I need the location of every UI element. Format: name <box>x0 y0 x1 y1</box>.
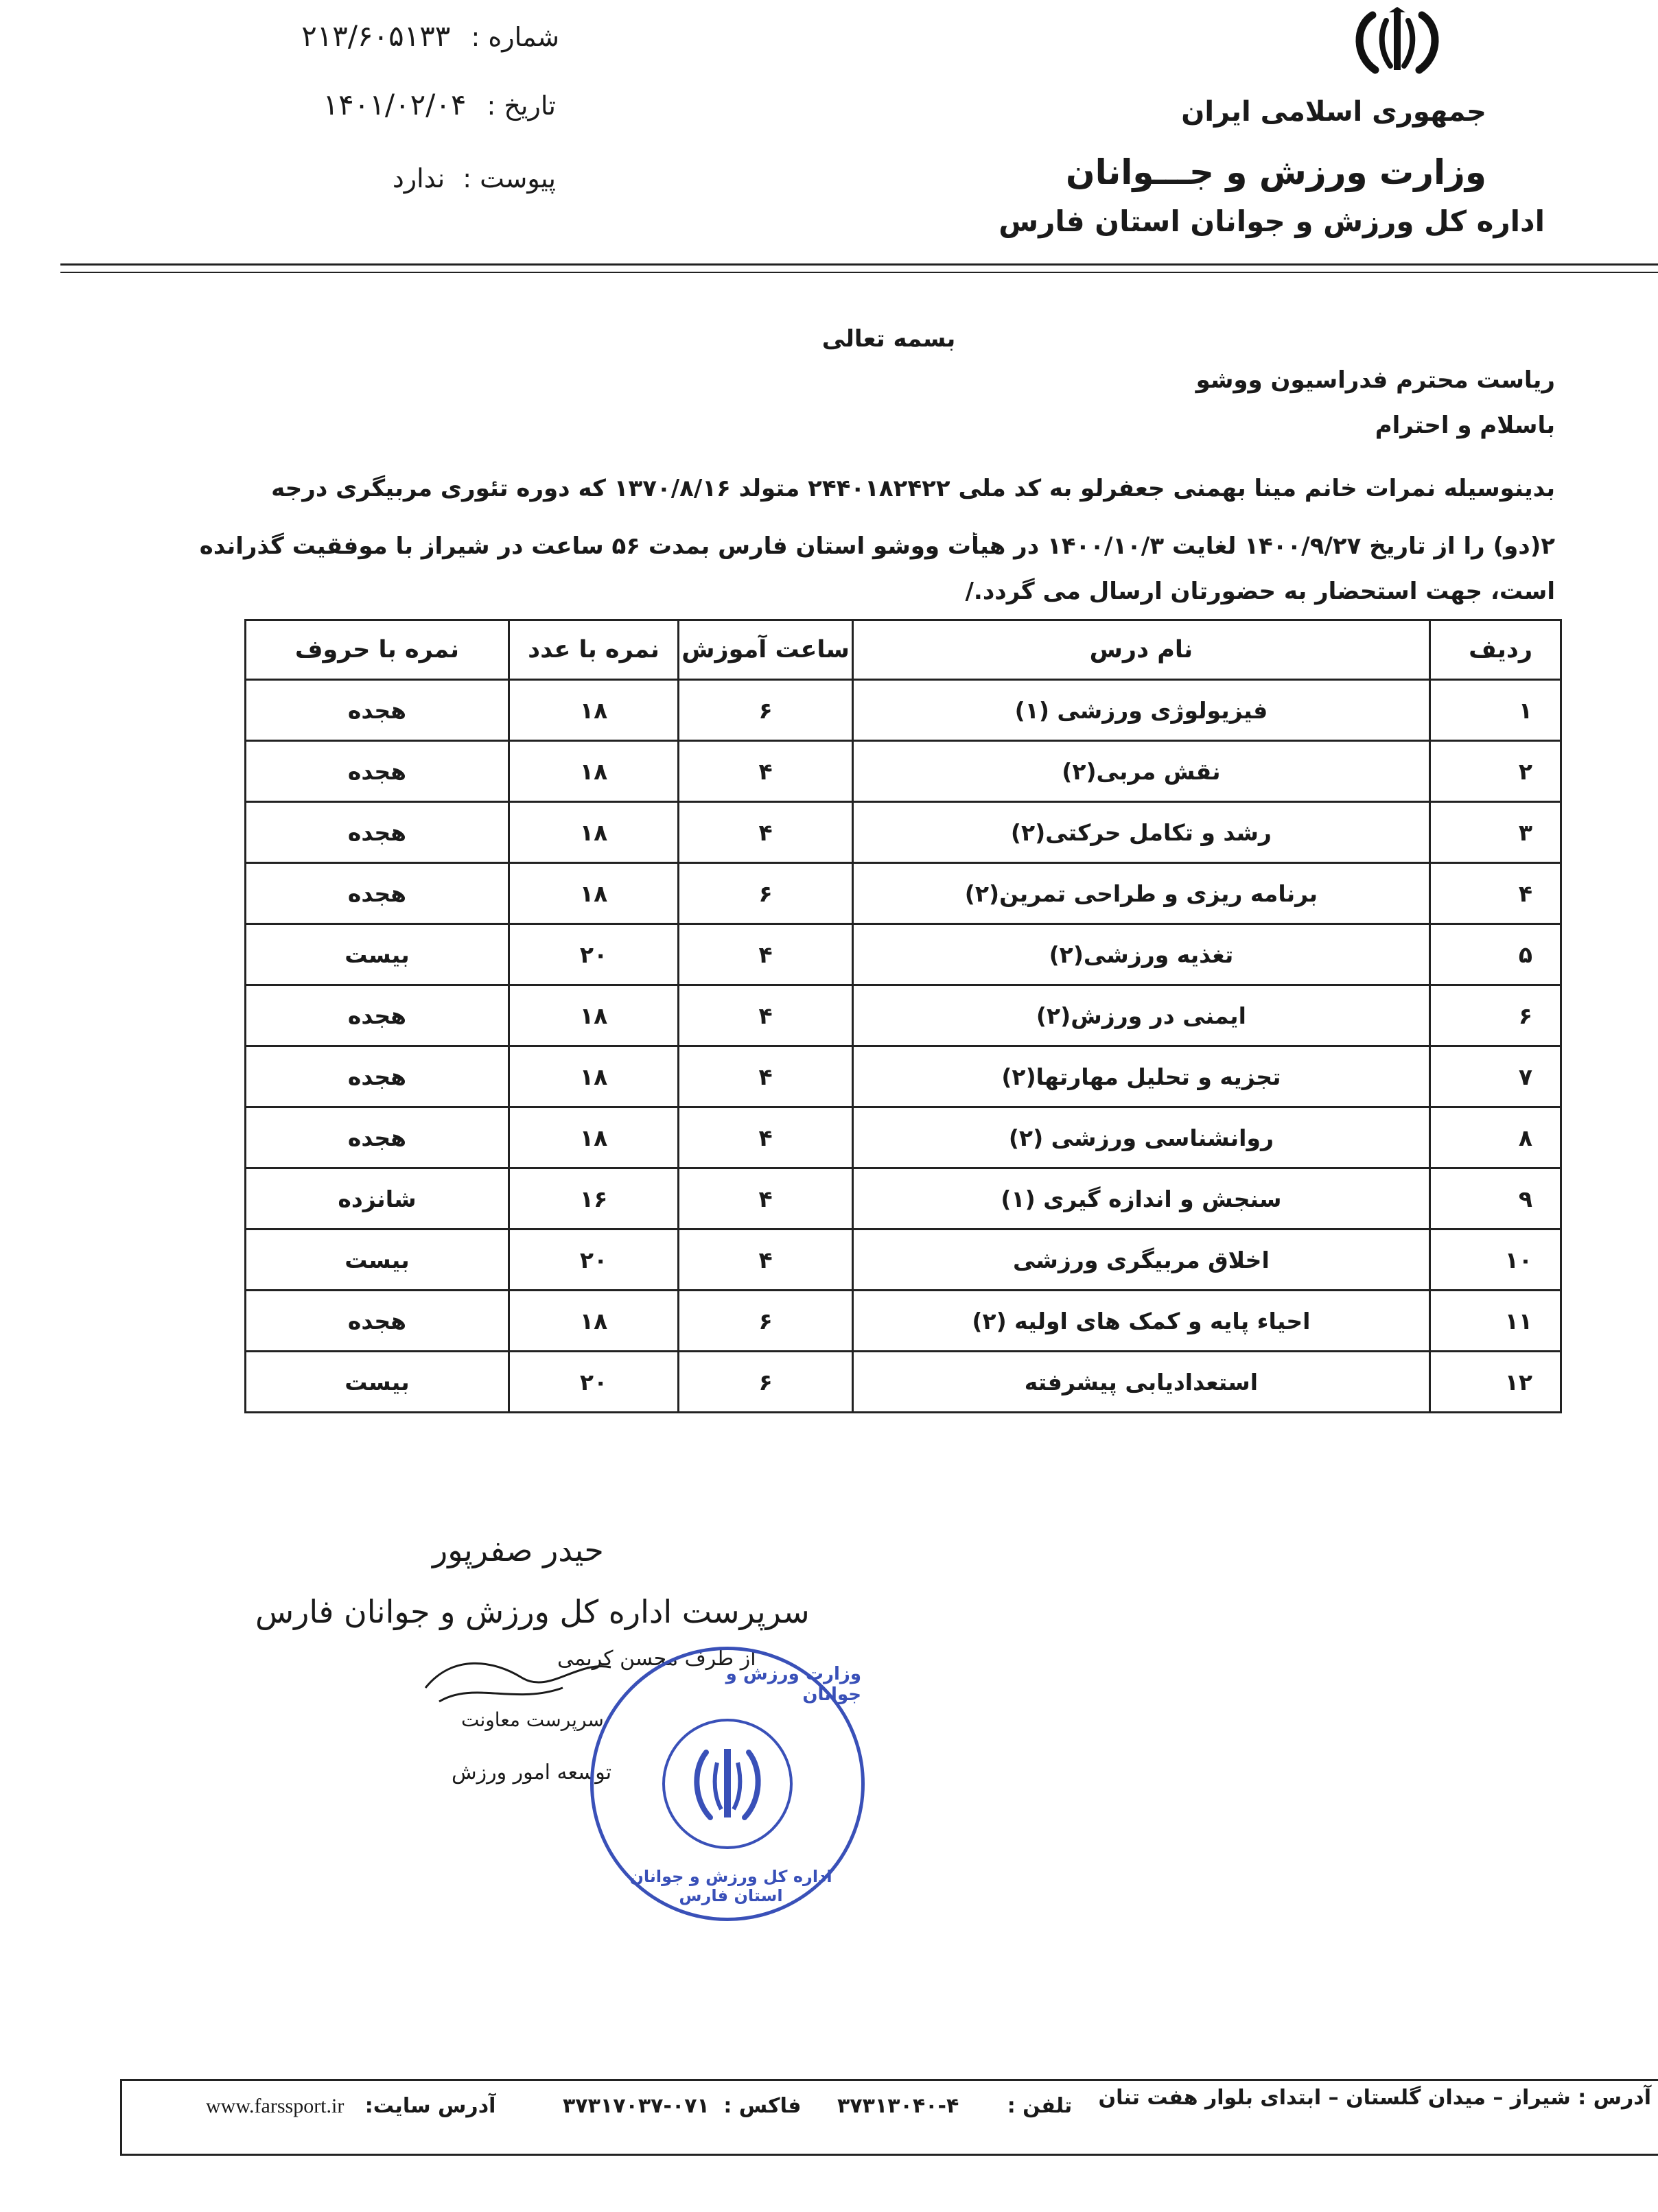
footer-phone <box>837 2094 1072 2118</box>
cell-training-hours: ۴ <box>679 1168 853 1229</box>
cell-grade-words: هجده <box>246 802 509 863</box>
cell-row-number: ۴ <box>1429 863 1561 924</box>
cell-grade-number: ۱۶ <box>509 1168 678 1229</box>
header-course-name: نام درس <box>852 620 1429 680</box>
iran-emblem-icon <box>1342 7 1452 75</box>
cell-row-number: ۸ <box>1429 1107 1561 1168</box>
letter-date-label: تاریخ : <box>487 91 556 121</box>
cell-grade-words: هجده <box>246 1107 509 1168</box>
cell-training-hours: ۶ <box>679 680 853 741</box>
cell-course-name: فیزیولوژی ورزشی (۱) <box>852 680 1429 741</box>
stamp-top-text: وزارت ورزش و جوانان <box>725 1664 861 1705</box>
footer-fax <box>563 2094 802 2118</box>
footer-address-value: شیراز – میدان گلستان – ابتدای بلوار هفت تنان <box>1098 2086 1571 2110</box>
cell-grade-number: ۱۸ <box>509 1107 678 1168</box>
header-grade-number: نمره با عدد <box>509 620 678 680</box>
table-row <box>246 1168 1561 1229</box>
cell-grade-words: هجده <box>246 1046 509 1107</box>
cell-training-hours: ۴ <box>679 1046 853 1107</box>
table-row <box>246 985 1561 1046</box>
cell-grade-number: ۱۸ <box>509 863 678 924</box>
cell-grade-words: بیست <box>246 1352 509 1413</box>
header-row-number: ردیف <box>1429 620 1561 680</box>
letter-attachment <box>357 163 556 193</box>
table-row <box>246 863 1561 924</box>
cell-grade-number: ۱۸ <box>509 741 678 802</box>
cell-course-name: احیاء پایه و کمک های اولیه (۲) <box>852 1291 1429 1352</box>
grades-table <box>244 619 1562 1413</box>
table-header-row <box>246 620 1561 680</box>
stamp-emblem-icon <box>662 1719 793 1849</box>
header-training-hours: ساعت آموزش <box>679 620 853 680</box>
cell-grade-number: ۱۸ <box>509 985 678 1046</box>
cell-grade-number: ۱۸ <box>509 802 678 863</box>
header-divider <box>60 263 1658 266</box>
table-row <box>246 1046 1561 1107</box>
cell-training-hours: ۴ <box>679 741 853 802</box>
cell-row-number: ۹ <box>1429 1168 1561 1229</box>
footer-site <box>206 2094 495 2118</box>
cell-grade-words: بیست <box>246 924 509 985</box>
cell-row-number: ۱۰ <box>1429 1229 1561 1291</box>
cell-grade-number: ۱۸ <box>509 1291 678 1352</box>
cell-grade-words: هجده <box>246 741 509 802</box>
table-row <box>246 680 1561 741</box>
cell-grade-number: ۲۰ <box>509 1229 678 1291</box>
table-row <box>246 1291 1561 1352</box>
cell-row-number: ۷ <box>1429 1046 1561 1107</box>
cell-grade-number: ۱۸ <box>509 680 678 741</box>
letter-date-value: ۱۴۰۱/۰۲/۰۴ <box>323 88 467 121</box>
letter-number-label: شماره : <box>471 22 559 52</box>
unit-title: توسعه امور ورزش <box>452 1761 612 1785</box>
letter-date <box>275 88 556 121</box>
official-stamp <box>590 1647 865 1921</box>
header-divider-second <box>60 272 1658 273</box>
cell-course-name: ایمنی در ورزش(۲) <box>852 985 1429 1046</box>
ministry-name: وزارت ورزش و جـــوانان <box>1066 152 1486 192</box>
cell-row-number: ۲ <box>1429 741 1561 802</box>
footer-site-link[interactable]: www.farssport.ir <box>206 2095 345 2117</box>
table-row <box>246 1352 1561 1413</box>
cell-grade-words: هجده <box>246 1291 509 1352</box>
cell-row-number: ۱۲ <box>1429 1352 1561 1413</box>
recipient: ریاست محترم فدراسیون ووشو <box>1195 366 1555 394</box>
footer-fax-label: فاکس : <box>723 2094 802 2118</box>
table-row <box>246 1229 1561 1291</box>
signer-name: حیدر صفرپور <box>432 1531 604 1568</box>
cell-course-name: تغذیه ورزشی(۲) <box>852 924 1429 985</box>
body-line-1: بدینوسیله نمرات خانم مینا بهمنی جعفرلو به کد ملی ۲۴۴۰۱۸۲۴۲۲ متولد ۱۳۷۰/۸/۱۶ که دوره تئوری مربیگری درجه <box>271 475 1555 502</box>
table-row <box>246 741 1561 802</box>
cell-row-number: ۶ <box>1429 985 1561 1046</box>
body-line-2: ۲(دو) را از تاریخ ۱۴۰۰/۹/۲۷ لغایت ۱۴۰۰/۱۰/۳ در هیأت ووشو استان فارس بمدت ۵۶ ساعت در شیراز با موفقیت گذرانده <box>199 532 1555 560</box>
cell-course-name: اخلاق مربیگری ورزشی <box>852 1229 1429 1291</box>
cell-grade-words: هجده <box>246 680 509 741</box>
cell-training-hours: ۴ <box>679 1107 853 1168</box>
on-behalf-of: از طرف محسن کریمی <box>557 1647 756 1671</box>
cell-course-name: سنجش و اندازه گیری (۱) <box>852 1168 1429 1229</box>
cell-grade-words: شانزده <box>246 1168 509 1229</box>
letter-number-value: ۲۱۳/۶۰۵۱۳۳ <box>301 19 451 53</box>
footer-phone-label: تلفن : <box>1007 2094 1073 2118</box>
invocation: بسمه تعالی <box>821 325 956 353</box>
footer-phone-value: ۴-۳۷۳۱۳۰۴۰ <box>837 2094 959 2118</box>
stamp-text: اداره کل ورزش و جوانان استان فارس <box>629 1867 832 1905</box>
cell-row-number: ۵ <box>1429 924 1561 985</box>
cell-training-hours: ۶ <box>679 863 853 924</box>
cell-grade-words: هجده <box>246 863 509 924</box>
cell-course-name: رشد و تکامل حرکتی(۲) <box>852 802 1429 863</box>
letter-attachment-label: پیوست : <box>463 163 556 193</box>
cell-grade-words: بیست <box>246 1229 509 1291</box>
cell-course-name: نقش مربی(۲) <box>852 741 1429 802</box>
cell-grade-number: ۱۸ <box>509 1046 678 1107</box>
cell-row-number: ۱ <box>1429 680 1561 741</box>
department-name: اداره کل ورزش و جوانان استان فارس <box>999 204 1545 238</box>
country-name: جمهوری اسلامی ایران <box>1181 96 1486 128</box>
cell-grade-words: هجده <box>246 985 509 1046</box>
cell-training-hours: ۴ <box>679 802 853 863</box>
cell-course-name: برنامه ریزی و طراحی تمرین(۲) <box>852 863 1429 924</box>
footer-address-label: آدرس : <box>1578 2086 1651 2110</box>
body-line-3: است، جهت استحضار به حضورتان ارسال می گردد./ <box>965 578 1555 605</box>
footer-fax-value: ۰۷۱-۳۷۳۱۷۰۳۷ <box>563 2094 710 2118</box>
cell-row-number: ۱۱ <box>1429 1291 1561 1352</box>
letter-attachment-value: ندارد <box>392 163 445 193</box>
table-row <box>246 1107 1561 1168</box>
cell-grade-number: ۲۰ <box>509 1352 678 1413</box>
cell-training-hours: ۴ <box>679 985 853 1046</box>
signer-title: سرپرست اداره کل ورزش و جوانان فارس <box>255 1593 810 1630</box>
cell-training-hours: ۶ <box>679 1352 853 1413</box>
table-row <box>246 924 1561 985</box>
footer-address <box>1099 2086 1651 2110</box>
header-grade-words: نمره با حروف <box>246 620 509 680</box>
cell-course-name: روانشناسی ورزشی (۲) <box>852 1107 1429 1168</box>
footer-site-label: آدرس سایت: <box>364 2094 496 2118</box>
deputy-title: سرپرست معاونت <box>461 1708 604 1731</box>
cell-training-hours: ۶ <box>679 1291 853 1352</box>
cell-grade-number: ۲۰ <box>509 924 678 985</box>
cell-course-name: استعدادیابی پیشرفته <box>852 1352 1429 1413</box>
cell-training-hours: ۴ <box>679 924 853 985</box>
table-row <box>246 802 1561 863</box>
cell-training-hours: ۴ <box>679 1229 853 1291</box>
cell-row-number: ۳ <box>1429 802 1561 863</box>
greeting: باسلام و احترام <box>1375 412 1555 439</box>
letter-number <box>257 19 559 53</box>
cell-course-name: تجزیه و تحلیل مهارتها(۲) <box>852 1046 1429 1107</box>
